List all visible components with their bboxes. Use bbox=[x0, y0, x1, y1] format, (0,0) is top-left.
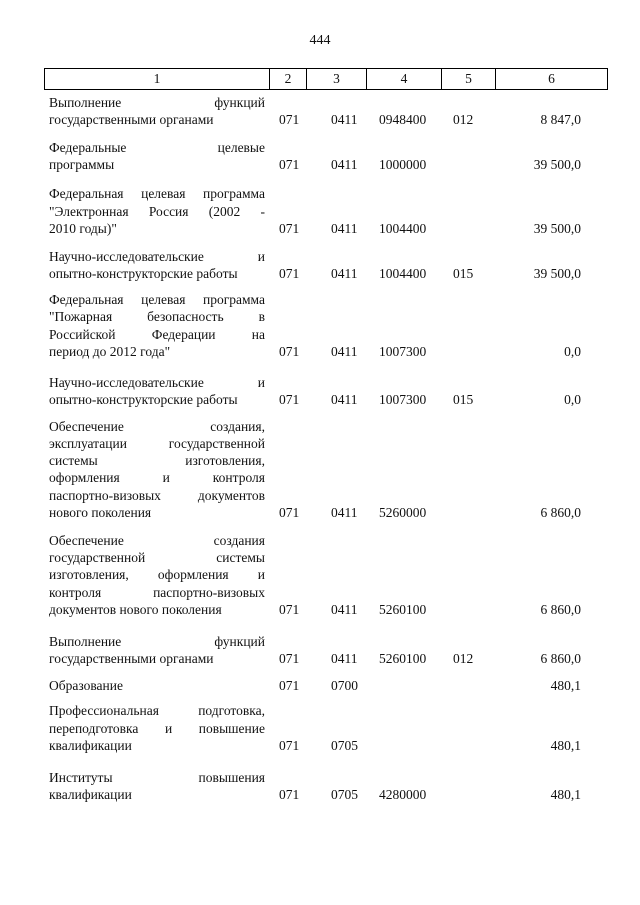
row-name bbox=[49, 702, 265, 754]
row-name-line: Профессиональная подготовка, bbox=[49, 703, 265, 719]
row-col-3: 0411 bbox=[331, 265, 358, 281]
row-col-4 bbox=[379, 737, 439, 754]
row-col-2: 071 bbox=[279, 343, 300, 359]
row-name bbox=[49, 418, 265, 521]
row-name bbox=[49, 185, 265, 237]
row-name-line: Обеспечение создания bbox=[49, 533, 265, 549]
row-name-line: государственными органами bbox=[49, 111, 214, 127]
row-col-3: 0411 bbox=[331, 650, 358, 666]
row-name bbox=[49, 677, 265, 694]
row-name-line: опытно-конструкторские работы bbox=[49, 391, 238, 407]
row-name bbox=[49, 769, 265, 803]
row-col-6: 39 500,0 bbox=[533, 220, 581, 236]
row-col-5 bbox=[453, 786, 483, 803]
row-name-line: квалификации bbox=[49, 786, 132, 802]
row-col-6: 6 860,0 bbox=[540, 650, 581, 666]
row-col-6: 39 500,0 bbox=[533, 265, 581, 281]
row-name bbox=[49, 633, 265, 667]
row-name bbox=[49, 94, 265, 128]
row-name-line: контроля паспортно-визовых bbox=[49, 584, 265, 600]
table-row bbox=[0, 291, 640, 360]
row-name-line: оформления и контроля bbox=[49, 470, 265, 486]
row-name-line: "Электронная Россия (2002 - bbox=[49, 203, 265, 219]
table-row bbox=[0, 769, 640, 803]
table-row bbox=[0, 418, 640, 521]
row-col-5 bbox=[453, 343, 483, 360]
row-col-3: 0411 bbox=[331, 156, 358, 172]
row-col-4: 4280000 bbox=[379, 786, 427, 802]
row-col-3: 0705 bbox=[331, 786, 358, 802]
row-col-3: 0700 bbox=[331, 677, 358, 693]
row-name-line: программы bbox=[49, 156, 115, 172]
row-col-2: 071 bbox=[279, 265, 300, 281]
header-col-6: 6 bbox=[495, 69, 607, 89]
row-name-line: изготовления, оформления и bbox=[49, 567, 265, 583]
row-col-6: 480,1 bbox=[550, 677, 581, 693]
row-col-2: 071 bbox=[279, 650, 300, 666]
row-name-line: Научно-исследовательские и bbox=[49, 374, 265, 390]
row-col-2: 071 bbox=[279, 220, 300, 236]
row-name-line: переподготовка и повышение bbox=[49, 720, 265, 736]
row-name-line: Научно-исследовательские и bbox=[49, 248, 265, 264]
row-col-3: 0411 bbox=[331, 602, 358, 617]
row-col-4: 1004400 bbox=[379, 220, 427, 236]
row-col-2: 071 bbox=[279, 391, 300, 407]
row-name-line: Федеральные целевые bbox=[49, 139, 265, 155]
table-row bbox=[0, 677, 640, 694]
row-col-5: 015 bbox=[453, 265, 474, 281]
row-col-3: 0411 bbox=[331, 343, 358, 359]
row-col-2: 071 bbox=[279, 156, 300, 172]
row-col-6: 480,1 bbox=[550, 737, 581, 753]
table-header bbox=[44, 68, 608, 90]
row-name-line: Выполнение функций bbox=[49, 633, 265, 649]
row-name-line: государственными органами bbox=[49, 650, 214, 666]
row-col-3: 0411 bbox=[331, 504, 358, 520]
row-name-line: нового поколения bbox=[49, 504, 152, 520]
row-col-2: 071 bbox=[279, 504, 300, 520]
header-col-1: 1 bbox=[153, 71, 161, 86]
row-col-6: 8 847,0 bbox=[540, 111, 581, 127]
row-col-2: 071 bbox=[279, 677, 300, 693]
row-col-2: 071 bbox=[279, 786, 300, 802]
row-col-2: 071 bbox=[279, 602, 300, 617]
header-col-5: 5 bbox=[441, 69, 495, 89]
row-col-6: 480,1 bbox=[550, 786, 581, 802]
row-col-6: 6 860,0 bbox=[540, 602, 581, 617]
row-col-5 bbox=[453, 504, 483, 521]
row-name-line: паспортно-визовых документов bbox=[49, 487, 265, 503]
row-col-3: 0705 bbox=[331, 737, 358, 753]
row-name bbox=[49, 248, 265, 282]
row-name-line: Институты повышения bbox=[49, 769, 265, 785]
row-col-5 bbox=[453, 156, 483, 173]
row-name-line: период до 2012 года" bbox=[49, 343, 171, 359]
table-row bbox=[0, 374, 640, 408]
row-name-line: квалификации bbox=[49, 737, 132, 753]
row-col-4: 5260000 bbox=[379, 504, 427, 520]
row-col-4: 1007300 bbox=[379, 343, 427, 359]
header-col-4: 4 bbox=[366, 69, 441, 89]
row-col-6: 39 500,0 bbox=[533, 156, 581, 172]
row-col-4: 5260100 bbox=[379, 650, 427, 666]
row-col-6: 0,0 bbox=[564, 343, 581, 359]
row-col-5 bbox=[453, 677, 483, 694]
row-name-line: Выполнение функций bbox=[49, 94, 265, 110]
page-number: 444 bbox=[309, 33, 331, 48]
row-name-line: Федеральная целевая программа bbox=[49, 292, 265, 308]
row-col-6: 6 860,0 bbox=[540, 504, 581, 520]
row-col-5 bbox=[453, 220, 483, 237]
row-col-3: 0411 bbox=[331, 111, 358, 127]
row-col-2: 071 bbox=[279, 111, 300, 127]
row-col-5 bbox=[453, 601, 483, 618]
table-row bbox=[0, 702, 640, 754]
row-name-line: государственной системы bbox=[49, 550, 265, 566]
row-col-4: 0948400 bbox=[379, 111, 427, 127]
row-name-line: опытно-конструкторские работы bbox=[49, 265, 238, 281]
table-row bbox=[0, 633, 640, 667]
row-name bbox=[49, 374, 265, 408]
row-col-5: 012 bbox=[453, 650, 474, 666]
row-col-4: 5260100 bbox=[379, 602, 427, 617]
row-col-4: 1000000 bbox=[379, 156, 427, 172]
row-name-line: Российской Федерации на bbox=[49, 326, 265, 342]
table-row bbox=[0, 94, 640, 128]
row-name-line: документов нового поколения bbox=[49, 601, 222, 617]
row-col-4 bbox=[379, 677, 439, 694]
row-name-line: "Пожарная безопасность в bbox=[49, 309, 265, 325]
row-col-5: 012 bbox=[453, 111, 474, 127]
row-name-line: системы изготовления, bbox=[49, 453, 265, 469]
row-name bbox=[49, 532, 265, 618]
table-row bbox=[0, 248, 640, 282]
row-name-line: эксплуатации государственной bbox=[49, 436, 265, 452]
row-col-3: 0411 bbox=[331, 220, 358, 236]
row-name bbox=[49, 139, 265, 173]
row-col-5: 015 bbox=[453, 391, 474, 407]
row-name-line: Обеспечение создания, bbox=[49, 418, 265, 434]
table-row bbox=[0, 532, 640, 618]
row-name bbox=[49, 291, 265, 360]
row-col-4: 1007300 bbox=[379, 391, 427, 407]
table-row bbox=[0, 139, 640, 173]
row-col-2: 071 bbox=[279, 737, 300, 753]
row-col-6: 0,0 bbox=[564, 391, 581, 407]
row-name-line: 2010 годы)" bbox=[49, 220, 117, 236]
header-col-3: 3 bbox=[306, 69, 366, 89]
row-col-3: 0411 bbox=[331, 391, 358, 407]
row-name-line: Образование bbox=[49, 677, 123, 693]
table-row bbox=[0, 185, 640, 237]
header-col-2: 2 bbox=[269, 69, 306, 89]
row-col-4: 1004400 bbox=[379, 265, 427, 281]
row-name-line: Федеральная целевая программа bbox=[49, 186, 265, 202]
row-col-5 bbox=[453, 737, 483, 754]
